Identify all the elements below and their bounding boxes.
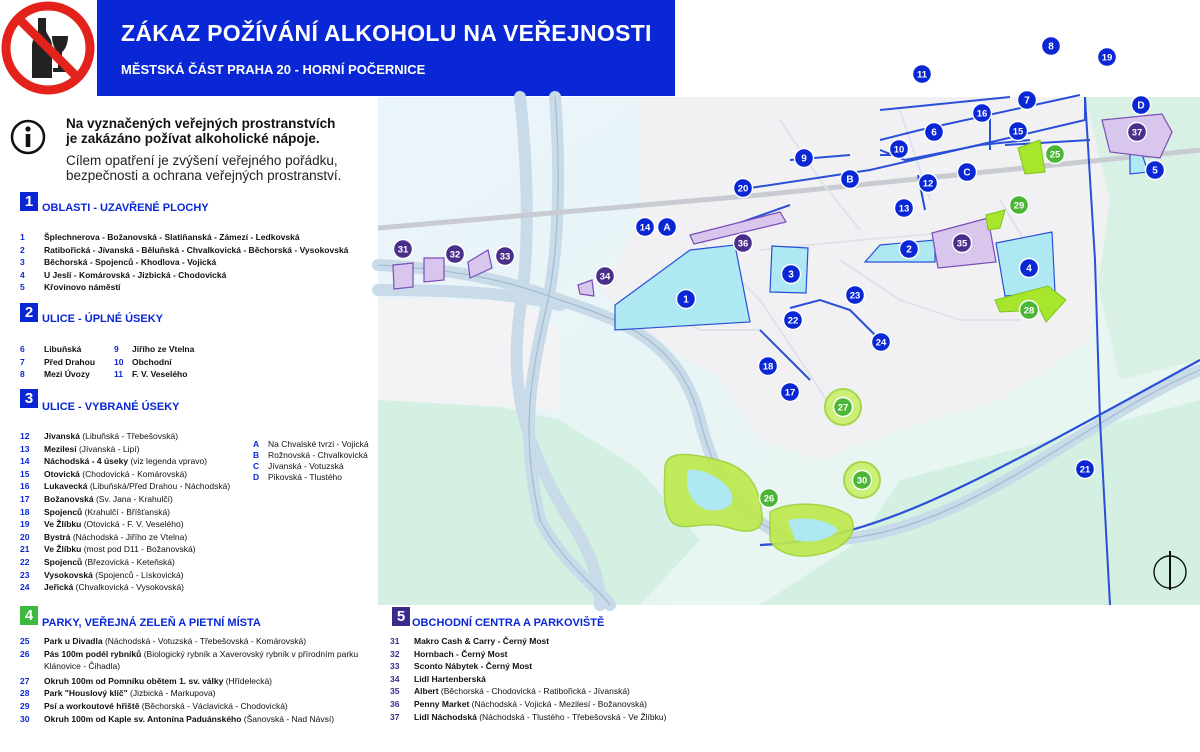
map-marker-7[interactable]	[1018, 91, 1037, 110]
section-1-list	[20, 231, 348, 294]
list-item: 23 Vysokovská (Spojenců - Lískovická)	[20, 569, 184, 580]
list-item: 5 Křovinovo náměstí	[20, 282, 121, 293]
area-31	[393, 263, 413, 289]
list-item: 32 Hornbach - Černý Most	[390, 648, 508, 659]
marker-label: 23	[849, 290, 861, 302]
list-item: 3 Běchorská - Spojenců - Khodlova - Vojická	[20, 257, 217, 268]
map-marker-19[interactable]	[1098, 48, 1117, 67]
list-item: 33 Sconto Nábytek - Černý Most	[390, 661, 533, 672]
list-item: 31 Makro Cash & Carry - Černý Most	[390, 636, 550, 646]
marker-label: 1	[683, 294, 689, 306]
map-marker-32[interactable]	[446, 245, 465, 264]
list-item: 7 Před Drahou	[20, 356, 96, 367]
list-item: 6 Libuňská	[20, 344, 82, 354]
list-item: 19 Ve Žlíbku (Otovická - F. V. Veselého)	[20, 519, 184, 530]
marker-label: 15	[1012, 126, 1024, 138]
map-marker-c[interactable]	[958, 163, 977, 182]
section-3-number: 3	[20, 389, 38, 408]
map-marker-12[interactable]	[919, 174, 938, 193]
map-marker-b[interactable]	[841, 170, 860, 189]
marker-label: 32	[449, 249, 461, 261]
marker-label: D	[1137, 100, 1145, 112]
marker-label: 30	[856, 475, 868, 487]
section-2-title: ULICE - ÚPLNÉ ÚSEKY	[42, 313, 164, 325]
list-item: D Pikovská - Tlustého	[253, 472, 343, 482]
list-item: 16 Lukavecká (Libuňská/Před Drahou - Náchodská)	[20, 481, 231, 492]
section-2-col1	[20, 343, 95, 381]
marker-label: 28	[1023, 305, 1035, 317]
map-marker-36[interactable]	[734, 234, 753, 253]
list-item: 22 Spojenců (Březovická - Keteňská)	[20, 556, 175, 567]
map-marker-15[interactable]	[1009, 122, 1028, 141]
district-map[interactable]	[378, 41, 1200, 605]
map-marker-9[interactable]	[795, 149, 814, 168]
marker-label: 20	[737, 183, 749, 195]
section-1-number: 1	[20, 192, 38, 211]
list-item: 8 Mezi Úvozy	[20, 369, 90, 380]
marker-label: 8	[1048, 41, 1054, 53]
map-marker-28[interactable]	[1020, 301, 1039, 320]
list-item: 10 Obchodní	[114, 356, 172, 367]
marker-label: 9	[801, 153, 807, 165]
list-item: 4 U Jeslí - Komárovská - Jizbická - Chodovická	[20, 269, 227, 280]
map-marker-20[interactable]	[734, 179, 753, 198]
marker-label: 26	[763, 493, 775, 505]
map-marker-23[interactable]	[846, 286, 865, 305]
list-item: 37 Lidl Náchodská (Náchodská - Tlustého - Třebešovská - Ve Žlíbku)	[390, 711, 667, 722]
map-marker-27[interactable]	[834, 398, 853, 417]
list-item: 13 Mezilesí (Jívanská - Lipí)	[20, 443, 140, 454]
list-item: 35 Albert (Běchorská - Chodovická - Ratibořická - Jívanská)	[390, 686, 630, 697]
marker-label: 16	[976, 108, 988, 120]
marker-label: A	[663, 222, 671, 234]
list-item: 34 Lidl Hartenberská	[390, 673, 486, 684]
section-2-number: 2	[20, 303, 38, 322]
marker-label: 2	[906, 244, 912, 256]
map-marker-3[interactable]	[782, 265, 801, 284]
list-item: 29 Psí a workoutové hřiště (Běchorská - Václavická - Chodovická)	[20, 700, 288, 711]
section-3-title: ULICE - VYBRANÉ ÚSEKY	[42, 401, 180, 413]
list-item: Klánovice - Čihadla)	[44, 661, 121, 672]
info-purpose: Cílem opatření je zvýšení veřejného pořádku, bezpečnosti a ochrana veřejných prostranství.	[66, 153, 342, 183]
marker-label: C	[963, 167, 971, 179]
list-item: 15 Otovická (Chodovická - Komárovská)	[20, 468, 188, 479]
section-4-list	[20, 635, 358, 725]
marker-label: 21	[1079, 464, 1091, 476]
area-32	[424, 258, 444, 282]
no-alcohol-icon	[0, 0, 96, 96]
marker-label: 13	[898, 203, 910, 215]
marker-label: 12	[922, 178, 934, 190]
section-2-col2	[114, 343, 194, 381]
map-marker-2[interactable]	[900, 240, 919, 259]
marker-label: 11	[916, 69, 928, 81]
list-item: 24 Jeřická (Chvalkovická - Vysokovská)	[20, 582, 184, 593]
list-item: 12 Jívanská (Libuňská - Třebešovská)	[20, 431, 179, 441]
list-item: 28 Park "Houslový klíč" (Jizbická - Markupova)	[20, 688, 216, 699]
marker-label: 19	[1101, 52, 1113, 64]
map-marker-10[interactable]	[890, 140, 909, 159]
list-item: 21 Ve Žlíbku (most pod D11 - Božanovská)	[20, 544, 196, 555]
list-item: 30 Okruh 100m od Kaple sv. Antonína Paduánského (Šanovská - Nad Návsí)	[20, 713, 335, 724]
list-item: 1 Šplechnerova - Božanovská - Slatiňanská - Zámezí - Ledkovská	[20, 232, 300, 242]
map-marker-33[interactable]	[496, 247, 515, 266]
list-item: 17 Božanovská (Sv. Jana - Krahulčí)	[20, 493, 173, 504]
list-item: 2 Ratibořická - Jívanská - Běluňská - Chvalkovická - Běchorská - Vysokovská	[20, 244, 349, 255]
marker-label: 29	[1013, 200, 1025, 212]
list-item: 11 F. V. Veselého	[114, 369, 188, 380]
map-marker-37[interactable]	[1128, 123, 1147, 142]
list-item: 36 Penny Market (Náchodská - Vojická - Mezilesí - Božanovská)	[390, 698, 647, 709]
map-marker-16[interactable]	[973, 104, 992, 123]
map-marker-34[interactable]	[596, 267, 615, 286]
list-item: 9 Jiřího ze Vtelna	[114, 344, 195, 354]
map-marker-1[interactable]	[677, 290, 696, 309]
list-item: 20 Bystrá (Náchodská - Jiřího ze Vtelna)	[20, 531, 188, 542]
marker-label: B	[846, 174, 854, 186]
marker-label: 35	[956, 238, 968, 250]
map-marker-5[interactable]	[1146, 161, 1165, 180]
list-item: A Na Chvalské tvrzi - Vojická	[253, 439, 369, 449]
map-marker-35[interactable]	[953, 234, 972, 253]
map-marker-13[interactable]	[895, 199, 914, 218]
section-5-number: 5	[392, 607, 410, 626]
marker-label: 27	[837, 402, 849, 414]
marker-label: 24	[875, 337, 887, 349]
map-marker-8[interactable]	[1042, 37, 1061, 56]
section-5-list	[390, 635, 666, 723]
map-marker-31[interactable]	[394, 240, 413, 259]
map-marker-a[interactable]	[658, 218, 677, 237]
list-item: 25 Park u Divadla (Náchodská - Votuzská - Třebešovská - Komárovská)	[20, 636, 307, 646]
marker-label: 18	[762, 361, 774, 373]
marker-label: 3	[788, 269, 794, 281]
list-item: 27 Okruh 100m od Pomníku obětem 1. sv. války (Hřídelecká)	[20, 675, 273, 686]
list-item: 14 Náchodská - 4 úseky (viz legenda vpravo)	[20, 456, 208, 467]
marker-label: 4	[1026, 263, 1032, 275]
list-item: 26 Pás 100m podél rybníků (Biologický rybník a Xaverovský rybník v přírodním parku	[20, 648, 359, 659]
map-marker-18[interactable]	[759, 357, 778, 376]
map-marker-11[interactable]	[913, 65, 932, 84]
list-item: C Jívanská - Votuzská	[253, 461, 344, 471]
marker-label: 22	[787, 315, 799, 327]
info-warning: Na vyznačených veřejných prostranstvích je zakázáno požívat alkoholické nápoje.	[66, 116, 336, 146]
map-marker-4[interactable]	[1020, 259, 1039, 278]
marker-label: 33	[499, 251, 511, 263]
marker-label: 7	[1024, 95, 1030, 107]
map-marker-21[interactable]	[1076, 460, 1095, 479]
marker-label: 36	[737, 238, 749, 250]
marker-label: 10	[893, 144, 905, 156]
page-title: ZÁKAZ POŽÍVÁNÍ ALKOHOLU NA VEŘEJNOSTI	[121, 20, 652, 46]
marker-label: 14	[639, 222, 651, 234]
page-subtitle: MĚSTSKÁ ČÁST PRAHA 20 - HORNÍ POČERNICE	[121, 62, 426, 77]
section-4-title: PARKY, VEŘEJNÁ ZELEŇ A PIETNÍ MÍSTA	[42, 617, 261, 629]
section-3-sublist	[253, 439, 369, 483]
map-marker-29[interactable]	[1010, 196, 1029, 215]
list-item: 18 Spojenců (Krahulčí - Bříšťanská)	[20, 506, 171, 517]
marker-label: 17	[784, 387, 796, 399]
section-3-list	[20, 430, 230, 594]
info-icon	[10, 119, 46, 155]
map-marker-24[interactable]	[872, 333, 891, 352]
section-1-title: OBLASTI - UZAVŘENÉ PLOCHY	[42, 202, 209, 214]
section-5-title: OBCHODNÍ CENTRA A PARKOVIŠTĚ	[412, 617, 605, 629]
section-4-number: 4	[20, 606, 38, 625]
marker-label: 6	[931, 127, 937, 139]
marker-label: 5	[1152, 165, 1158, 177]
map-marker-d[interactable]	[1132, 96, 1151, 115]
map-marker-30[interactable]	[853, 471, 872, 490]
marker-label: 34	[599, 271, 611, 283]
marker-label: 25	[1049, 149, 1061, 161]
map-marker-25[interactable]	[1046, 145, 1065, 164]
map-marker-22[interactable]	[784, 311, 803, 330]
map-marker-6[interactable]	[925, 123, 944, 142]
marker-label: 37	[1131, 127, 1143, 139]
header-banner	[97, 0, 675, 96]
map-marker-14[interactable]	[636, 218, 655, 237]
map-marker-17[interactable]	[781, 383, 800, 402]
list-item: B Rožnovská - Chvalkovická	[253, 450, 368, 460]
marker-label: 31	[397, 244, 409, 256]
map-marker-26[interactable]	[760, 489, 779, 508]
